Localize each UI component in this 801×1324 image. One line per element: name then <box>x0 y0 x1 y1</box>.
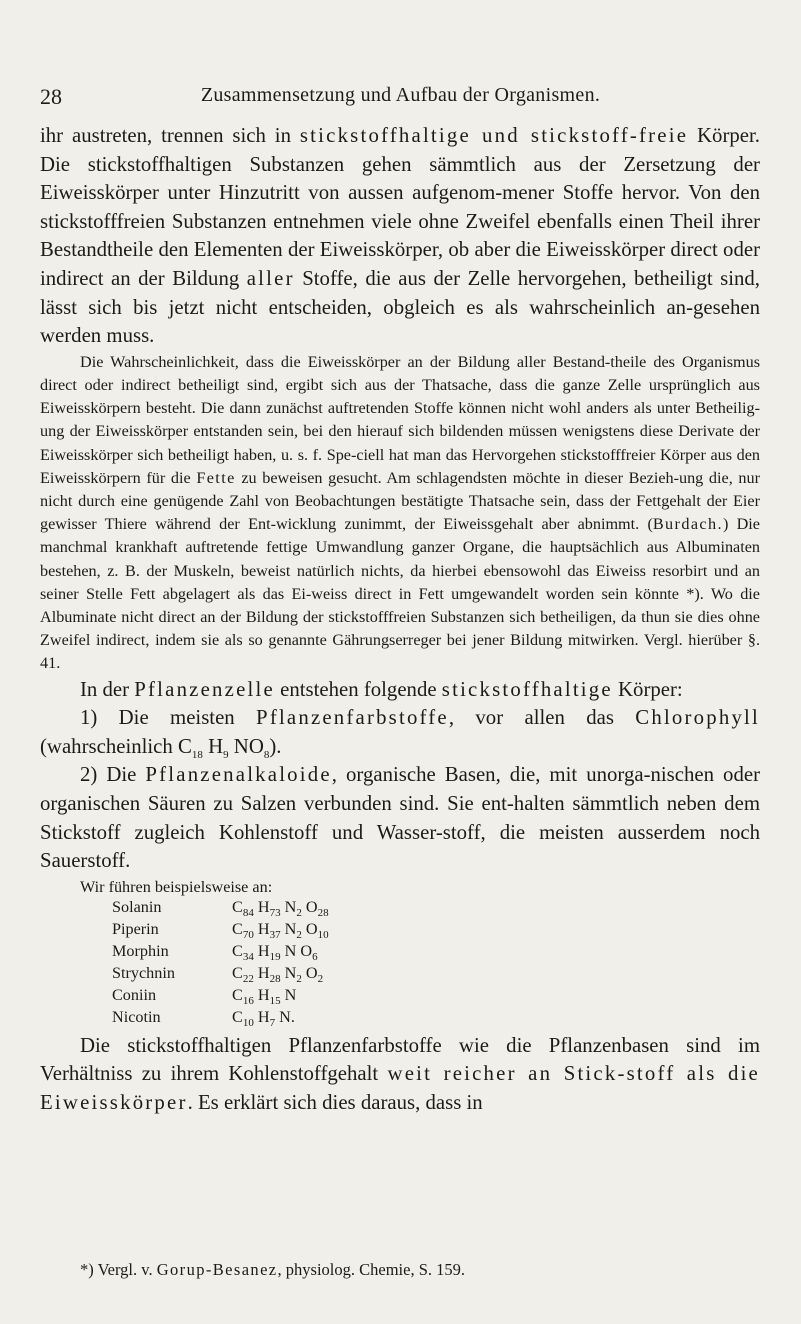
page-header <box>40 84 761 114</box>
formula-row <box>112 920 329 942</box>
compound-name: Strychnin <box>112 963 175 982</box>
compound-name: Morphin <box>112 941 169 960</box>
compound-formula: $C_{34}$ $H_{19}$ N $O_6$ <box>232 941 318 963</box>
formula-row <box>112 986 329 1008</box>
compound-name: Piperin <box>112 919 159 938</box>
list-item-2: 2) Die Pflanzenalkaloide, organische Basen, die, mit unorga-nischen oder organischen Säuren zu Salzen verbunden sind. Sie ent-halten sämmtlich neben dem Stickstoff zugleich Kohlenstoff und Wasser-stoff, die meisten ausserdem noch Sauerstoff. <box>40 763 760 873</box>
emphasis-nitrogen: stickstoffhaltige und stickstoff-freie <box>299 124 689 147</box>
compound-formula: $C_{84}$ $H_{73}$ $N_2$ $O_{28}$ <box>232 897 329 919</box>
list-item-1: 1) Die meisten Pflanzenfarbstoffe, vor allen das Chlorophyll (wahrscheinlich $C_{18}$ $H_9$ $NO_8$). <box>40 706 761 761</box>
emphasis-pflanzenzelle: Pflanzenzelle <box>134 677 275 701</box>
emphasis-reicher: weit reicher an Stick-stoff als die Eiweisskörper <box>40 1062 760 1114</box>
compound-formula: $C_{70}$ $H_{37}$ $N_2$ $O_{10}$ <box>232 919 329 941</box>
paragraph-1: ihr austreten, trennen sich in stickstoffhaltige und stickstoff-freie Körper. Die stickstoffhaltigen Substanzen gehen sämmtlich aus der Zersetzung der Eiweisskörper unter Hinzutritt von aussen aufgenom-mener Stoffe hervor. Von den stickstofffreien Substanzen entnehmen viele ohne Zweifel ebenfalls einen Theil ihrer Bestandtheile den Elementen der Eiweisskörper, ob aber die Eiweisskörper direct oder indirect an der Bildung aller Stoffe, die aus der Zelle hervorgehen, betheiligt sind, lässt sich bis jetzt nicht entscheiden, obgleich es als wahrscheinlich an-gesehen werden muss. <box>40 124 760 348</box>
emphasis-aller: aller <box>246 266 295 290</box>
compound-formula: $C_{16}$ $H_{15}$ N <box>232 985 297 1007</box>
footnote: *) Vergl. v. Gorup-Besanez, physiolog. Chemie, S. 159. <box>80 1260 465 1279</box>
formula-row <box>112 898 329 920</box>
alkaloid-formula-table <box>112 898 329 1030</box>
emphasis-fette: Fette <box>196 468 236 487</box>
formula-row <box>112 964 329 986</box>
page-number: 28 <box>40 84 62 109</box>
examples-intro: Wir führen beispielsweise an: <box>80 877 273 896</box>
paragraph-3: Die stickstoffhaltigen Pflanzenfarbstoffe wie die Pflanzenbasen sind im Verhältniss zu ihrem Kohlenstoffgehalt weit reicher an Stick-stoff als die Eiweisskörper. Es erklärt sich dies daraus, dass in <box>40 1033 760 1114</box>
formula-row <box>112 942 329 964</box>
compound-name: Solanin <box>112 897 162 916</box>
note-paragraph: Die Wahrscheinlichkeit, dass die Eiweisskörper an der Bildung aller Bestand-theile des Organismus direct oder indirect betheiligt sind, ergibt sich aus der Thatsache, dass die ganze Zelle ursprünglich aus Eiweisskörpern besteht. Die dann zunächst auftretenden Stoffe können nicht wohl anders als unter Betheilig-ung der Eiweisskörper entstanden sein, bei den hierauf sich bildenden müssen wenigstens diese Derivate der Eiweisskörper sich betheiligt haben, u. s. f. Spe-ciell hat man das Hervorgehen stickstofffreier Körper aus den Eiweisskörpern für die Fette zu beweisen gesucht. Am schlagendsten möchte in dieser Bezieh-ung die, nur nicht durch eine genügende Zahl von Beobachtungen bestätigte Thatsache sein, dass der Fettgehalt der Eier gewisser Thiere während der Ent-wicklung zunimmt, der Eiweissgehalt aber abnimmt. (Burdach.) Die manchmal krankhaft auftretende fettige Umwandlung ganzer Organe, die hauptsächlich aus Albuminaten bestehen, z. B. der Muskeln, beweist natürlich nichts, da hierbei ebensowohl das Eiweiss resorbirt und an seiner Stelle Fett abgelagert als das Ei-weiss direct in Fett umgewandelt worden sein könnte *). Wo die Albuminate nicht direct an der Bildung der stickstofffreien Substanzen sich betheiligen, da thun sie dies ohne Zweifel indirect, indem sie als so genannte Gährungserreger bei jener Bildung mitwirken. Vergl. hierüber §. 41. <box>40 352 760 673</box>
compound-name: Nicotin <box>112 1007 161 1026</box>
emphasis-farbstoffe: Pflanzenfarbstoffe <box>256 706 449 730</box>
author-burdach: Burdach. <box>652 515 723 534</box>
paragraph-2: In der Pflanzenzelle entstehen folgende stickstoffhaltige Körper: <box>80 677 683 701</box>
compound-name: Coniin <box>112 985 157 1004</box>
page-body <box>40 122 760 1118</box>
emphasis-stickstoffhaltige: stickstoffhaltige <box>441 677 613 701</box>
emphasis-chlorophyll: Chlorophyll <box>635 706 761 730</box>
compound-formula: $C_{10}$ $H_7$ N. <box>232 1007 295 1029</box>
running-title: Zusammensetzung und Aufbau der Organismen. <box>200 84 601 106</box>
formula-row <box>112 1008 329 1030</box>
emphasis-alkaloide: Pflanzenalkaloide <box>145 763 332 787</box>
author-gorup-besanez: Gorup-Besanez <box>156 1260 278 1279</box>
compound-formula: $C_{22}$ $H_{28}$ $N_2$ $O_2$ <box>232 963 324 985</box>
